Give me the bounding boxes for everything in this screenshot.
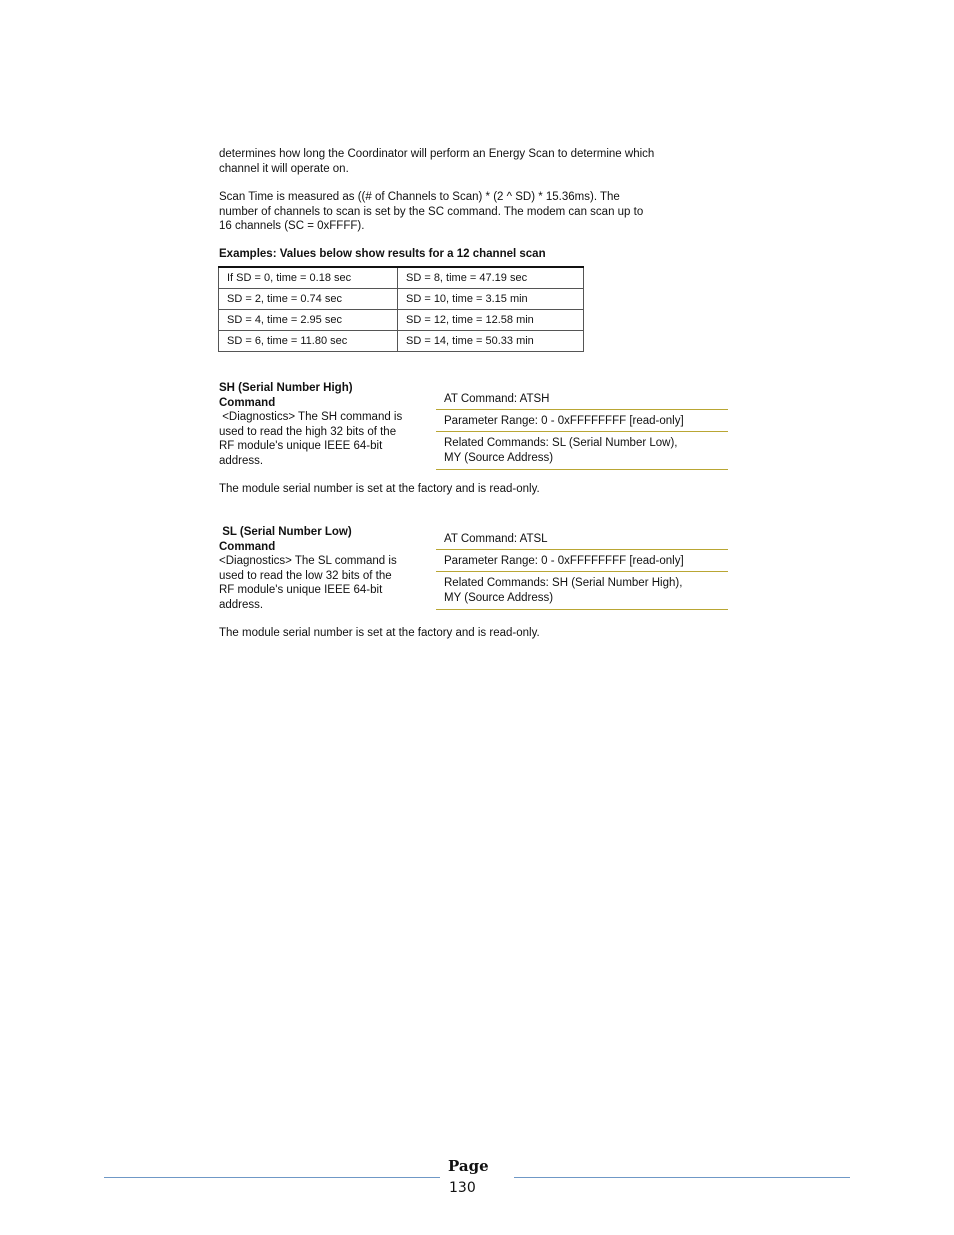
sh-related-commands bbox=[436, 432, 728, 470]
text-line: determines how long the Coordinator will perform an Energy Scan to determine which bbox=[219, 148, 655, 160]
table-row bbox=[219, 310, 584, 331]
examples-heading: Examples: Values below show results for a 12 channel scan bbox=[219, 248, 546, 260]
sl-parameter-range-text: Parameter Range: 0 - 0xFFFFFFFF [read-only] bbox=[444, 554, 684, 567]
sh-note: The module serial number is set at the factory and is read-only. bbox=[219, 483, 540, 495]
sh-at-command-text: AT Command: ATSH bbox=[444, 393, 550, 405]
table-cell: SD = 8, time = 47.19 sec bbox=[398, 267, 584, 289]
sl-command-description bbox=[219, 525, 429, 612]
sh-desc-line: RF module's unique IEEE 64-bit bbox=[219, 440, 383, 452]
sl-note: The module serial number is set at the factory and is read-only. bbox=[219, 627, 540, 639]
sl-desc-line: address. bbox=[219, 598, 264, 611]
table-cell: SD = 14, time = 50.33 min bbox=[398, 331, 584, 352]
table-row bbox=[219, 267, 584, 289]
sh-command-description bbox=[219, 381, 429, 468]
text-line: 16 channels (SC = 0xFFFF). bbox=[219, 220, 365, 232]
table-cell: SD = 10, time = 3.15 min bbox=[398, 289, 584, 310]
footer-divider-right bbox=[514, 1177, 850, 1178]
table-cell: SD = 4, time = 2.95 sec bbox=[219, 310, 398, 331]
sh-title-line: Command bbox=[219, 396, 276, 409]
sl-at-command-text: AT Command: ATSL bbox=[444, 533, 548, 545]
sh-desc-line: used to read the high 32 bits of the bbox=[219, 425, 397, 438]
sl-related-line: MY (Source Address) bbox=[444, 591, 554, 604]
sl-parameter-range bbox=[436, 550, 728, 573]
table-cell: If SD = 0, time = 0.18 sec bbox=[219, 267, 398, 289]
sl-related-line: Related Commands: SH (Serial Number High), bbox=[444, 577, 683, 589]
table-cell: SD = 2, time = 0.74 sec bbox=[219, 289, 398, 310]
sh-parameter-range bbox=[436, 410, 728, 433]
sh-related-line: MY (Source Address) bbox=[444, 451, 554, 464]
sl-command-box bbox=[436, 532, 728, 610]
footer-divider-left bbox=[104, 1177, 440, 1178]
sl-desc-line: <Diagnostics> The SL command is bbox=[219, 555, 397, 567]
sl-title-line: Command bbox=[219, 540, 276, 553]
scan-examples-table bbox=[218, 266, 584, 352]
text-line: number of channels to scan is set by the SC command. The modem can scan up to bbox=[219, 205, 644, 218]
sl-related-commands bbox=[436, 572, 728, 610]
sh-related-line: Related Commands: SL (Serial Number Low), bbox=[444, 437, 678, 449]
table-row bbox=[219, 289, 584, 310]
sh-title-line: SH (Serial Number High) bbox=[219, 382, 353, 394]
sh-desc-line: address. bbox=[219, 454, 264, 467]
text-line: channel it will operate on. bbox=[219, 162, 349, 175]
sl-desc-line: RF module's unique IEEE 64-bit bbox=[219, 584, 383, 596]
scan-time-paragraph bbox=[219, 190, 709, 234]
sl-desc-line: used to read the low 32 bits of the bbox=[219, 569, 392, 582]
table-row bbox=[219, 331, 584, 352]
table-cell: SD = 6, time = 11.80 sec bbox=[219, 331, 398, 352]
sl-title-line: SL (Serial Number Low) bbox=[219, 526, 352, 538]
table-cell: SD = 12, time = 12.58 min bbox=[398, 310, 584, 331]
sh-at-command bbox=[436, 392, 728, 410]
sh-desc-line: <Diagnostics> The SH command is bbox=[219, 411, 403, 423]
intro-paragraph bbox=[219, 147, 709, 176]
sh-parameter-range-text: Parameter Range: 0 - 0xFFFFFFFF [read-only] bbox=[444, 414, 684, 427]
text-line: Scan Time is measured as ((# of Channels to Scan) * (2 ^ SD) * 15.36ms). The bbox=[219, 191, 620, 203]
sh-command-box bbox=[436, 392, 728, 470]
footer-page-number: 130 bbox=[449, 1180, 476, 1196]
sl-at-command bbox=[436, 532, 728, 550]
footer-page-label: Page bbox=[448, 1157, 489, 1175]
